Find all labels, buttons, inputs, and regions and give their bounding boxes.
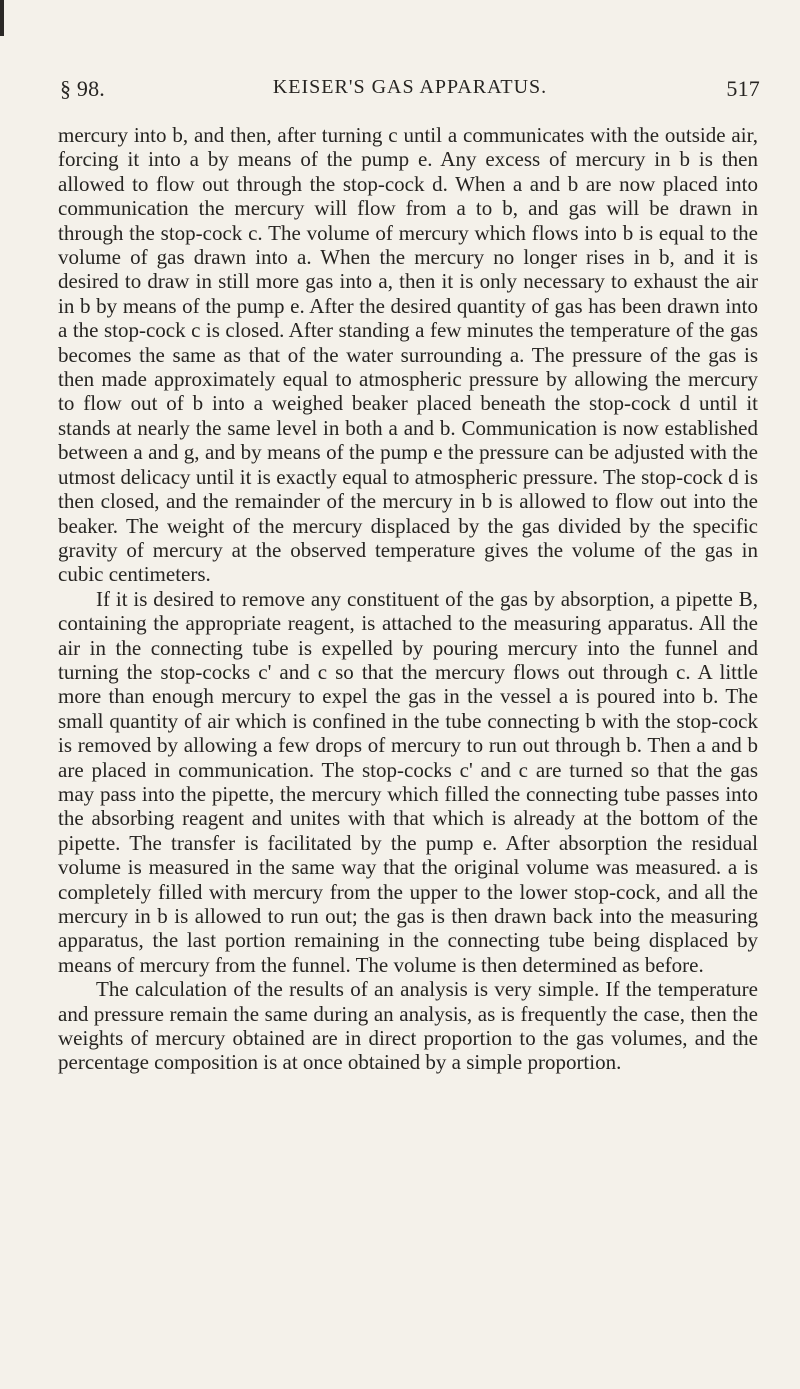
paragraph: mercury into b, and then, after turning c until a communicates with the outside air, forcing it into a by means of the pump e. Any excess of mercury in b is then allowed to flow out through the stop-cock d. When a and b are now placed into communication the mercury will flow from a to b, and gas will be drawn in through the stop-cock c. The volume of mercury which flows into b is equal to the volume of gas drawn into a. When the mercury no longer rises in b, and it is desired to draw in still more gas into a, then it is only necessary to exhaust the air in b by means of the pump e. After the desired quantity of gas has been drawn into a the stop-cock c is closed. After standing a few minutes the temperature of the gas becomes the same as that of the water surrounding a. The pressure of the gas is then made approximately equal to atmospheric pressure by allowing the mercury to flow out of b into a weighed beaker placed beneath the stop-cock d until it stands at nearly the same level in both a and b. Communication is now established between a and g, and by means of the pump e the pressure can be adjusted with the utmost delicacy until it is exactly equal to atmospheric pressure. The stop-cock d is then closed, and the remainder of the mercury in b is allowed to flow out into the beaker. The weight of the mercury displaced by the gas divided by the specific gravity of mercury at the observed temperature gives the volume of the gas in cubic centimeters.	[58, 123, 758, 587]
page-number: 517	[726, 76, 760, 101]
page-edge-mark	[0, 0, 4, 36]
paragraph: If it is desired to remove any constituent of the gas by absorption, a pipette B, containing the appropriate reagent, is attached to the measuring apparatus. All the air in the connecting tube is expelled by pouring mercury into the funnel and turning the stop-cocks c' and c so that the mercury flows out through c. A little more than enough mercury to expel the gas in the vessel a is poured into b. The small quantity of air which is confined in the tube connecting b with the stop-cock is removed by allowing a few drops of mercury to run out through b. Then a and b are placed in communication. The stop-cocks c' and c are turned so that the gas may pass into the pipette, the mercury which filled the connecting tube passes into the absorbing reagent and unites with that which is already at the bottom of the pipette. The transfer is facilitated by the pump e. After absorption the residual volume is measured in the same way that the original volume was measured. a is completely filled with mercury from the upper to the lower stop-cock, and all the mercury in b is allowed to run out; the gas is then drawn back into the measuring apparatus, the last portion remaining in the connecting tube being displaced by means of mercury from the funnel. The volume is then determined as before.	[58, 586, 758, 977]
paragraph: The calculation of the results of an analysis is very simple. If the temperature and pressure remain the same during an analysis, as is frequently the case, then the weights of mercury obtained are in direct proportion to the gas volumes, and the percentage composition is at once obtained by a simple proportion.	[58, 977, 758, 1075]
body-text	[58, 123, 758, 1075]
running-head	[60, 76, 760, 106]
running-title: KEISER'S GAS APPARATUS.	[272, 76, 548, 98]
section-number: § 98.	[60, 76, 105, 101]
